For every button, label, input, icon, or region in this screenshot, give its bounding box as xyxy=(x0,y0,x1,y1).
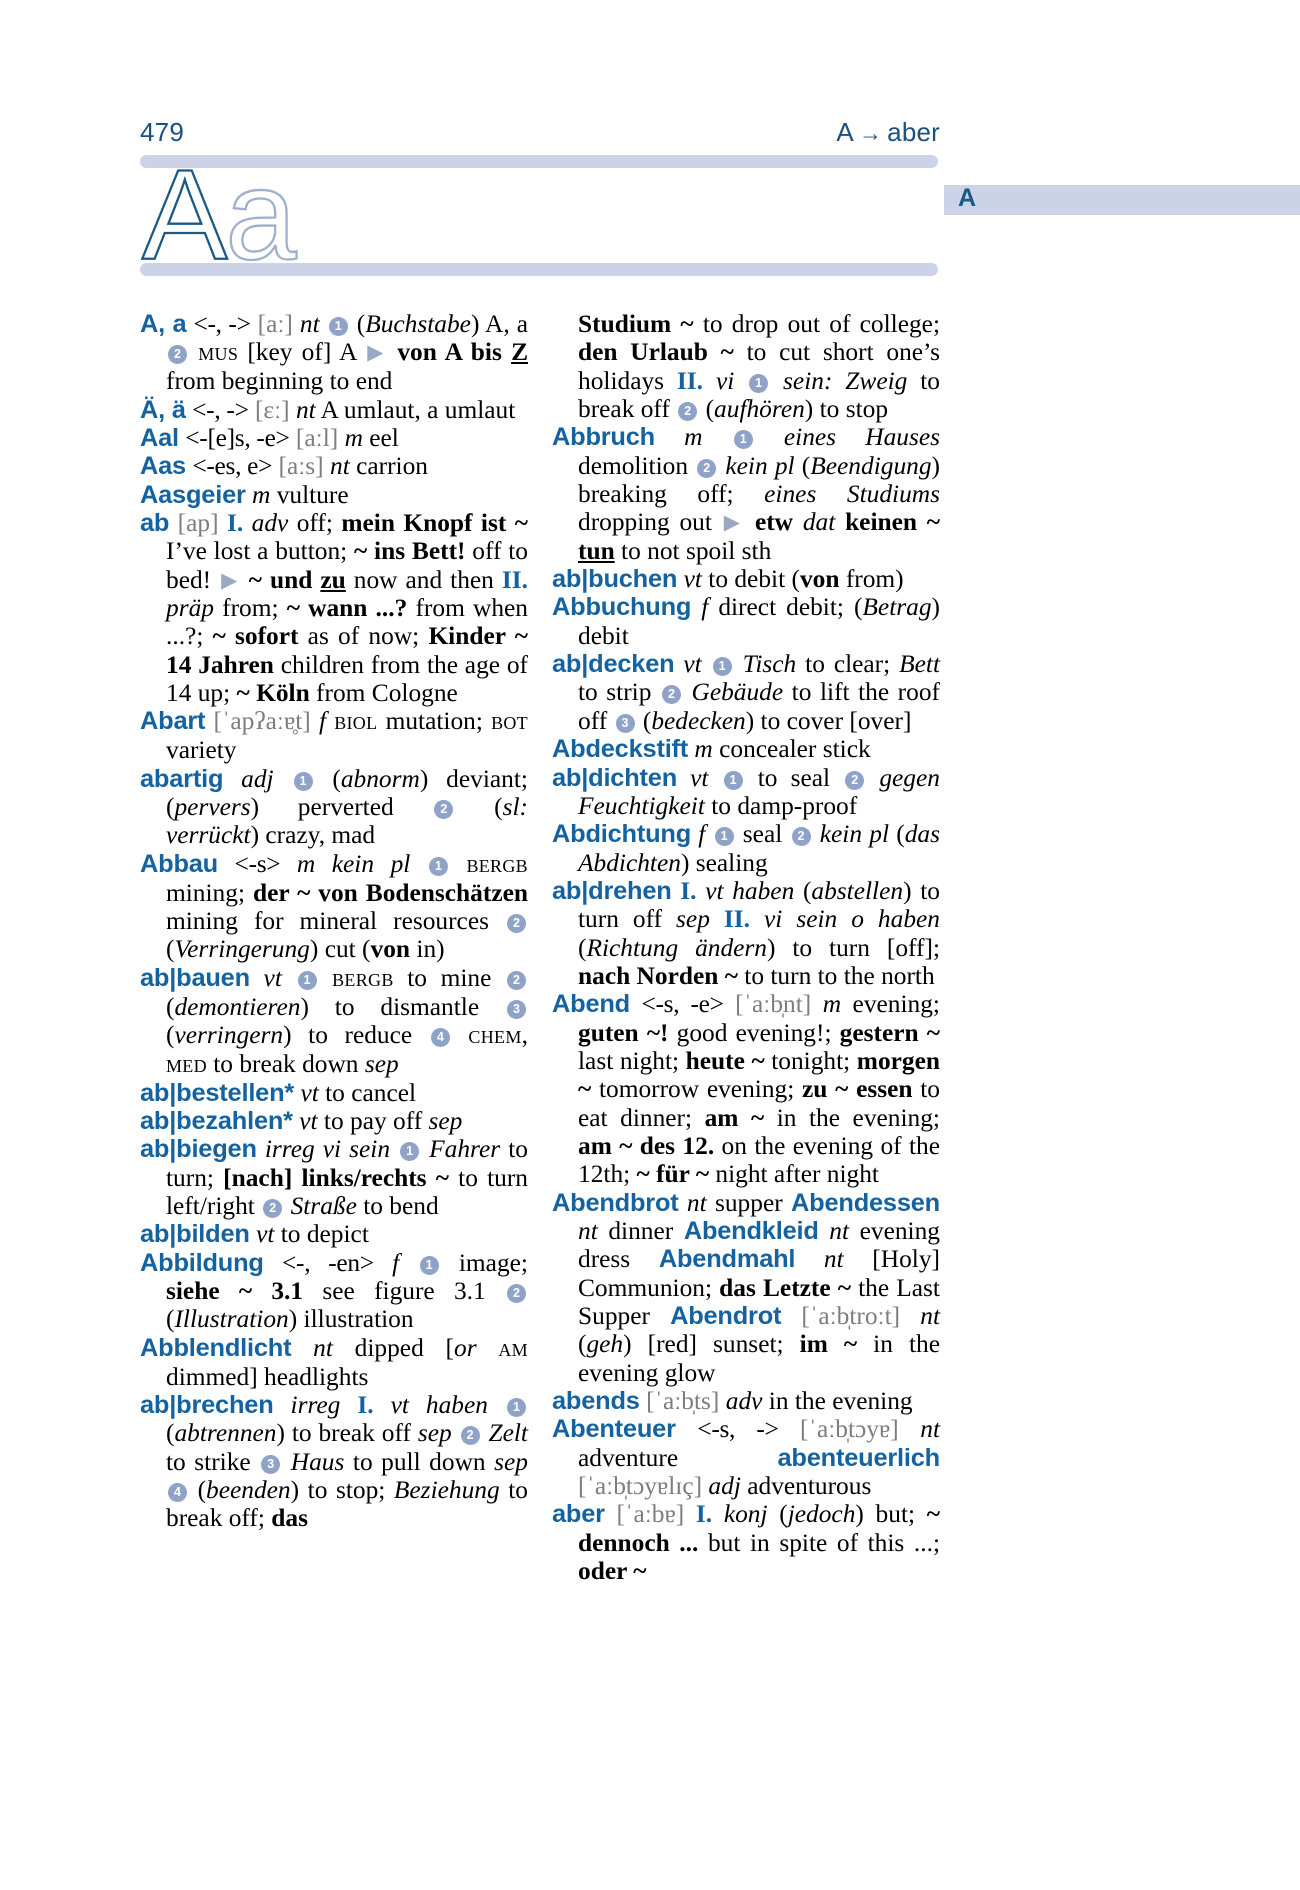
dictionary-entry[interactable]: Abblendlicht nt dipped [or am dimmed] headlights xyxy=(140,1332,528,1391)
dictionary-entry[interactable]: Abart [ˈapʔaːɐ̥t] f biol mutation; bot variety xyxy=(140,706,528,765)
dictionary-entry[interactable]: Aasgeier m vulture xyxy=(140,480,349,509)
dictionary-entry[interactable]: ab|buchen vt to debit (von from) xyxy=(552,565,904,594)
guide-word-first: A xyxy=(836,117,854,147)
dictionary-entry[interactable]: ab|drehen I. vt haben (abstellen) to turn off sep II. vi sein o haben (Richtung ändern) to turn [off]; nach Norden ~ to turn to the north xyxy=(552,876,940,990)
dictionary-entry[interactable]: ab|bilden vt to depict xyxy=(140,1220,369,1249)
guide-words xyxy=(836,117,940,148)
dictionary-entry[interactable]: Abbruch m 1 eines Hauses demolition 2 kein pl (Beendigung) breaking off; eines Studiums dropping out ▶ etw dat keinen ~ tun to not spoil sth xyxy=(552,423,941,565)
dictionary-entry[interactable]: Aas <-es, e> [aːs] nt carrion xyxy=(140,452,428,481)
dictionary-entry[interactable]: ab|dichten vt 1 to seal 2 gegen Feuchtigkeit to damp-proof xyxy=(552,763,940,820)
section-letter-heading xyxy=(142,144,295,287)
dictionary-entry[interactable]: Studium ~ to drop out of college; den Urlaub ~ to cut short one’s holidays II. vi 1 sein: Zweig to break off 2 (aufhören) to stop xyxy=(578,310,941,424)
dictionary-entry[interactable]: Abenteuer <-s, -> [ˈaːb̩tɔyɐ] nt adventure abenteuerlich [ˈaːb̩tɔyɐlɪç] adj adventurous xyxy=(552,1415,940,1501)
dictionary-entry[interactable]: ab|brechen irreg I. vt haben 1 (abtrennen) to break off sep 2 Zelt to strike 3 Haus to pull down sep 4 (beenden) to stop; Beziehung to break off; das xyxy=(140,1391,528,1533)
column-right xyxy=(552,310,940,1770)
dictionary-entry[interactable]: ab|decken vt 1 Tisch to clear; Bett to strip 2 Gebäude to lift the roof off 3 (bedecken) to cover [over] xyxy=(552,650,941,735)
arrow-icon: → xyxy=(858,120,883,146)
entry-columns xyxy=(140,310,940,1770)
section-letter-uppercase: A xyxy=(142,144,226,287)
dictionary-entry[interactable]: Aal <-[e]s, -e> [aːl] m eel xyxy=(140,423,399,452)
dictionary-entry[interactable]: Abendbrot nt supper Abendessen nt dinner Abendkleid nt evening dress Abendmahl nt [Holy] Communion; das Letzte ~ the Last Supper Abendrot [ˈaːb̩troːt] nt (geh) [red] sunset; im ~ in the evening glow xyxy=(552,1188,940,1387)
dictionary-entry[interactable]: Abbau <-s> m kein pl 1 bergb mining; der ~ von Bodenschätzen mining for mineral resources 2 (Verringerung) cut (von in) xyxy=(140,848,528,964)
dictionary-entry[interactable]: Abbildung <-, -en> f 1 image; siehe ~ 3.1 see figure 3.1 2 (Illustration) illustration xyxy=(140,1248,528,1334)
dictionary-entry[interactable]: ab|bezahlen* vt to pay off sep xyxy=(140,1107,463,1135)
dictionary-entry[interactable]: abartig adj 1 (abnorm) deviant; (pervers) perverted 2 (sl: verrückt) crazy, mad xyxy=(140,764,528,850)
section-letter-lowercase: a xyxy=(225,144,295,287)
dictionary-entry[interactable]: ab|bauen vt 1 bergb to mine 2 (demontieren) to dismantle 3 (verringern) to reduce 4 chem, med to break down sep xyxy=(140,962,528,1078)
dictionary-entry[interactable]: abends [ˈaːb̩ts] adv in the evening xyxy=(552,1387,913,1416)
dictionary-entry[interactable]: A, a <-, -> [aː] nt 1 (Buchstabe) A, a 2 mus [key of] A ▶ von A bis Z from beginning to end xyxy=(140,310,528,396)
dictionary-entry[interactable]: Ä, ä <-, -> [ɛː] nt A umlaut, a umlaut xyxy=(140,395,516,424)
dictionary-entry[interactable]: Abdeckstift m concealer stick xyxy=(552,735,871,764)
running-head xyxy=(140,108,940,148)
page-number: 479 xyxy=(140,117,184,147)
thumb-index-tab-letter: A xyxy=(958,184,977,212)
thumb-index-tab[interactable] xyxy=(944,185,1300,215)
dictionary-entry[interactable]: aber [ˈaːbɐ] I. konj (jedoch) but; ~ dennoch ... but in spite of this ...; oder ~ xyxy=(552,1500,941,1586)
dictionary-entry[interactable]: ab|bestellen* vt to cancel xyxy=(140,1078,417,1107)
dictionary-entry[interactable]: ab [ap] I. adv off; mein Knopf ist ~ I’ve lost a button; ~ ins Bett! off to bed! ▶ ~ und zu now and then II. präp from; ~ wann ...? from when ...?; ~ sofort as of now; Kinder ~ 14 Jahren children from the age of 14 up; ~ Köln from Cologne xyxy=(140,508,529,708)
column-left xyxy=(140,310,528,1770)
dictionary-entry[interactable]: Abdichtung f 1 seal 2 kein pl (das Abdichten) sealing xyxy=(552,820,940,877)
dictionary-entry[interactable]: Abbuchung f direct debit; (Betrag) debit xyxy=(552,593,940,650)
dictionary-entry[interactable]: ab|biegen irreg vi sein 1 Fahrer to turn; [nach] links/rechts ~ to turn left/right 2 Straße to bend xyxy=(140,1135,528,1221)
guide-word-last: aber xyxy=(887,117,940,147)
dictionary-entry[interactable]: Abend <-s, -e> [ˈaːb̩nt] m evening; guten ~! good evening!; gestern ~ last night; heute ~ tonight; morgen ~ tomorrow evening; zu ~ essen to eat dinner; am ~ in the evening; am ~ des 12. on the evening of the 12th; ~ für ~ night after night xyxy=(552,990,941,1189)
